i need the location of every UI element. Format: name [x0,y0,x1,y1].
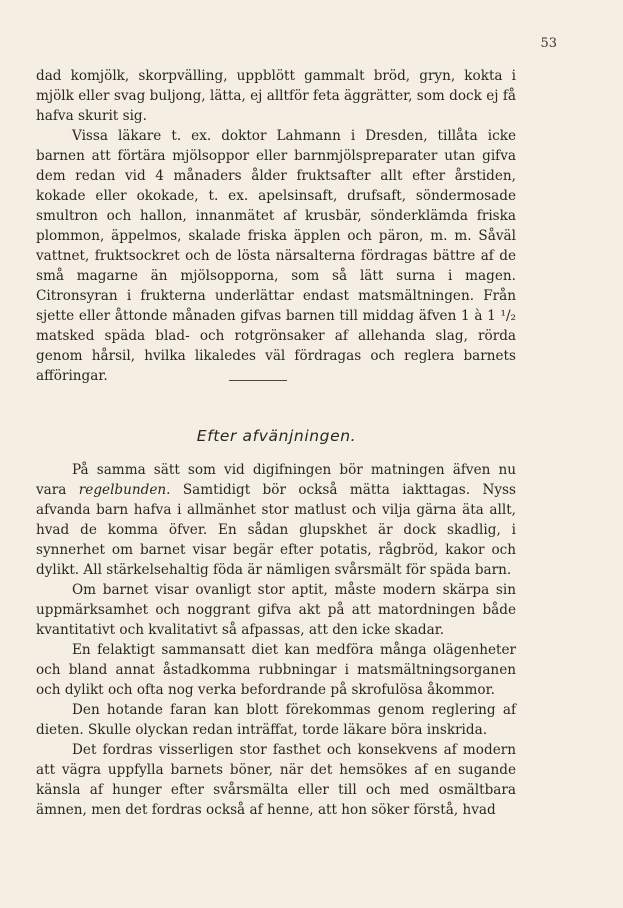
paragraph-regularity [36,460,516,580]
paragraph-regularity-start: På samma sätt som vid digifningen bör matningen äfven nu vara [36,462,516,498]
emphasis-regelbunden: regelbunden. [78,482,171,498]
paragraph-lahmann: Vissa läkare t. ex. doktor Lahmann i Dresden, tillåta icke barnen att förtära mjölsoppor eller barnmjölspreparater utan gifva dem redan vid 4 månaders ålder fruktsafter allt efter årstiden, kokade eller okokade, t. ex. apelsinsaft, drufsaft, söndermosade smultron och hallon, innanmätet af krusbär, sönderklämda friska plommon, äppelmos, skalade friska äpplen och päron, m. m. Såväl vattnet, fruktsockret och de lösta närsalterna fördragas bättre af de små magarne än mjölsopporna, som så lätt surna i magen. Citronsyran i frukterna underlättar endast matsmältningen. Från sjette eller åttonde månaden gifvas barnen till middag äfven 1 à 1 ¹/₂ matsked späda blad- och rotgrönsaker af allehanda slag, rörda genom hårsil, hvilka likaledes väl fördragas och reglera barnets afföringar. [36,128,516,384]
paragraph-appetite: Om barnet visar ovanligt stor aptit, måste modern skärpa sin uppmärksamhet och noggrant gifva akt på att matordningen både kvantitativt och kvalitativt så afpassas, att den icke skadar. [36,582,516,638]
paragraph-firmness: Det fordras visserligen stor fasthet och konsekvens af modern att vägra uppfylla barnets böner, när det hemsökes af en sugande känsla af hunger efter svårsmälta eller till och med osmältbara ämnen, men det fordras också af henne, att hon söker förstå, hvad [36,742,516,818]
section-heading: Efter afvänjningen. [196,427,357,445]
text-block-upper [36,66,516,386]
page-number: 53 [540,36,557,51]
paragraph-danger: Den hotande faran kan blott förekommas genom reglering af dieten. Skulle olyckan redan inträffat, torde läkare böra inskrida. [36,702,516,738]
paragraph-faulty-diet: En felaktigt sammansatt diet kan medföra många olägenheter och bland annat åstadkomma rubbningar i matsmältningsorganen och dylikt och ofta nog verka befordrande på skrofulösa åkommor. [36,642,516,698]
paragraph-continuation: dad komjölk, skorpvälling, uppblött gammalt bröd, gryn, kokta i mjölk eller svag buljong, lätta, ej alltför feta äggrätter, som dock ej få hafva skurit sig. [36,68,516,124]
paragraph-regularity-end: Samtidigt bör också mätta iakttagas. Nyss afvanda barn hafva i allmänhet stor matlust och vilja gärna äta allt, hvad de komma öfver. En sådan glupskhet är dock skadlig, i synnerhet om barnet visar begär efter potatis, rågbröd, kakor och dylikt. All stärkelsehaltig föda är nämligen svårsmält för späda barn. [36,482,516,578]
section-divider [229,380,287,381]
text-block-lower [36,460,516,820]
